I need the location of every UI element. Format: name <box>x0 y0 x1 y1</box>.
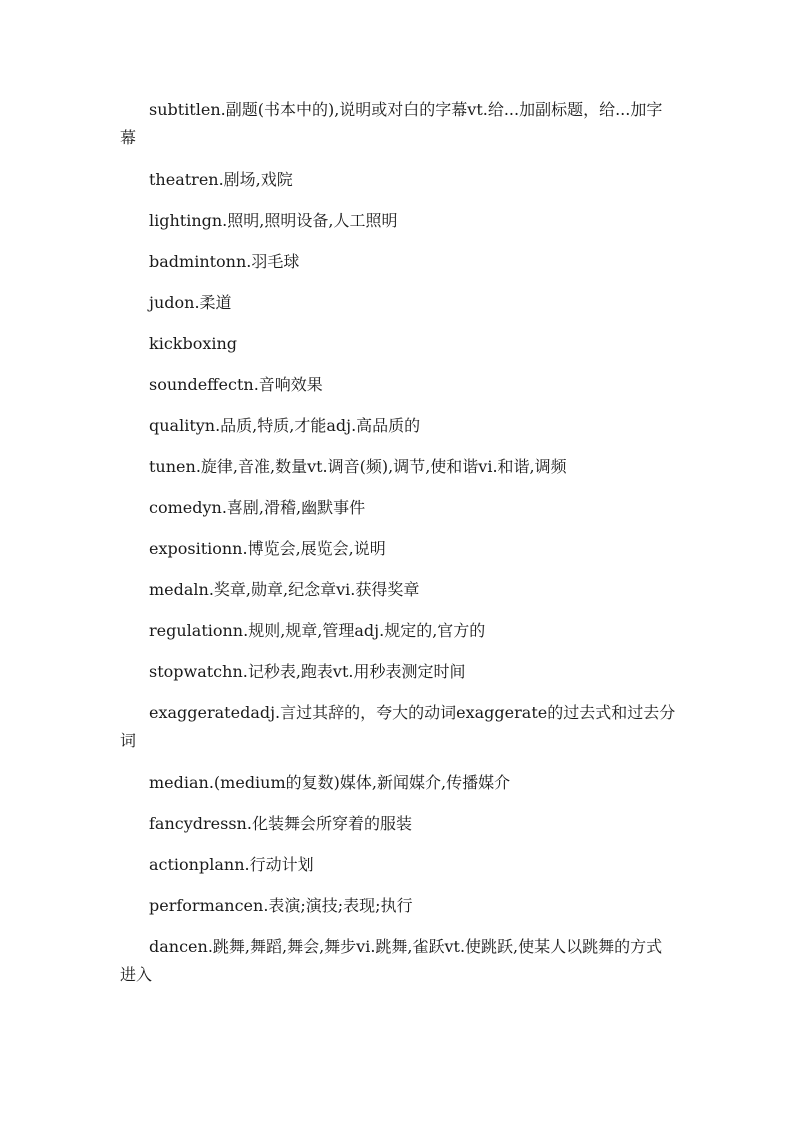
vocab-entry: kickboxing <box>149 334 238 353</box>
vocab-entry: theatren.剧场,戏院 <box>149 170 293 189</box>
vocab-entry: comedyn.喜剧,滑稽,幽默事件 <box>149 498 366 517</box>
vocab-entry: exaggeratedadj.言过其辞的，夸大的动词exaggerate的过去式和过去分词 <box>120 703 676 750</box>
vocab-entry: qualityn.品质,特质,才能adj.高品质的 <box>149 416 421 435</box>
vocab-entry: fancydressn.化装舞会所穿着的服装 <box>149 814 412 833</box>
vocab-entry: performancen.表演;演技;表现;执行 <box>149 896 413 915</box>
vocab-entry: medaln.奖章,勋章,纪念章vi.获得奖章 <box>149 580 420 599</box>
vocab-entry: expositionn.博览会,展览会,说明 <box>149 539 386 558</box>
vocab-entry: subtitlen.副题(书本中的),说明或对白的字幕vt.给...加副标题，给...加字幕 <box>120 100 663 147</box>
vocab-entry: stopwatchn.记秒表,跑表vt.用秒表测定时间 <box>149 662 466 681</box>
vocab-entry: dancen.跳舞,舞蹈,舞会,舞步vi.跳舞,雀跃vt.使跳跃,使某人以跳舞的方式进入 <box>120 937 663 984</box>
vocab-entry: soundeffectn.音响效果 <box>149 375 323 394</box>
vocabulary-list <box>120 96 676 1003</box>
vocab-entry: actionplann.行动计划 <box>149 855 314 874</box>
vocab-entry: median.(medium的复数)媒体,新闻媒介,传播媒介 <box>149 773 511 792</box>
vocab-entry: regulationn.规则,规章,管理adj.规定的,官方的 <box>149 621 486 640</box>
vocab-entry: badmintonn.羽毛球 <box>149 252 300 271</box>
vocab-entry: judon.柔道 <box>149 293 232 312</box>
vocab-entry: tunen.旋律,音准,数量vt.调音(频),调节,使和谐vi.和谐,调频 <box>149 457 567 476</box>
vocab-entry: lightingn.照明,照明设备,人工照明 <box>149 211 398 230</box>
